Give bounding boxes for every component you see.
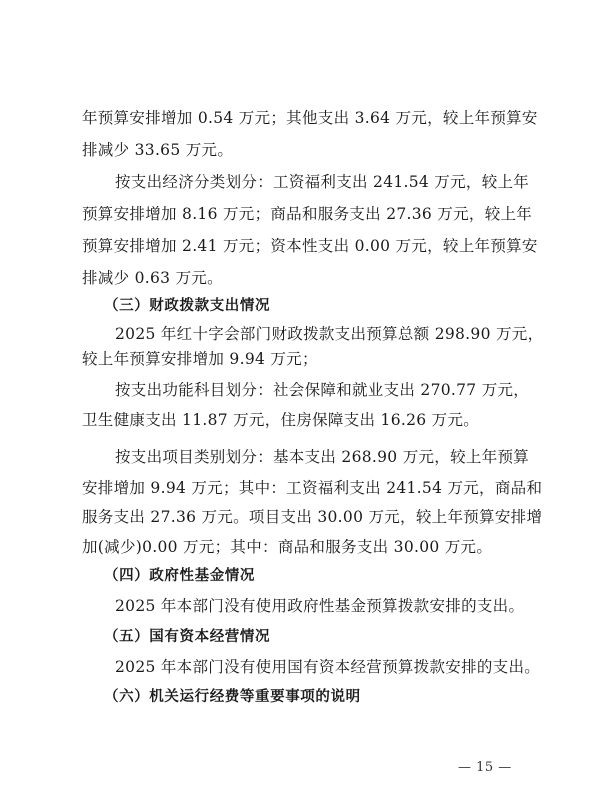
body-text-line: 加(减少)0.00 万元；其中：商品和服务支出 30.00 万元。 xyxy=(82,538,493,556)
body-text-line: 年预算安排增加 0.54 万元；其他支出 3.64 万元，较上年预算安 xyxy=(82,109,538,127)
body-text-line: 较上年预算安排增加 9.94 万元； xyxy=(82,350,318,368)
body-text-line: 2025 年本部门没有使用政府性基金预算拨款安排的支出。 xyxy=(115,597,525,615)
body-text-line: 2025 年红十字会部门财政拨款支出预算总额 298.90 万元， xyxy=(115,325,544,343)
body-text-line: 服务支出 27.36 万元。项目支出 30.00 万元，较上年预算安排增 xyxy=(82,508,543,526)
section-heading: （五）国有资本经营情况 xyxy=(104,629,271,645)
page-number: — 15 — xyxy=(458,760,512,775)
section-heading: （四）政府性基金情况 xyxy=(104,568,255,584)
section-heading: （六）机关运行经费等重要事项的说明 xyxy=(104,689,361,705)
body-text-line: 排减少 33.65 万元。 xyxy=(82,141,234,159)
body-text-line: 预算安排增加 8.16 万元；商品和服务支出 27.36 万元，较上年 xyxy=(82,205,533,223)
body-text-line: 2025 年本部门没有使用国有资本经营预算拨款安排的支出。 xyxy=(115,658,541,676)
body-text-line: 按支出功能科目划分：社会保障和就业支出 270.77 万元， xyxy=(115,381,530,399)
body-text-line: 按支出项目类别划分：基本支出 268.90 万元，较上年预算 xyxy=(115,448,530,466)
section-heading: （三）财政拨款支出情况 xyxy=(104,298,271,314)
body-text-line: 按支出经济分类划分：工资福利支出 241.54 万元，较上年 xyxy=(115,173,530,191)
body-text-line: 预算安排增加 2.41 万元；资本性支出 0.00 万元，较上年预算安 xyxy=(82,237,538,255)
body-text-line: 卫生健康支出 11.87 万元，住房保障支出 16.26 万元。 xyxy=(82,411,480,429)
body-text-line: 安排增加 9.94 万元；其中：工资福利支出 241.54 万元，商品和 xyxy=(82,479,543,497)
body-text-line: 排减少 0.63 万元。 xyxy=(82,269,223,287)
